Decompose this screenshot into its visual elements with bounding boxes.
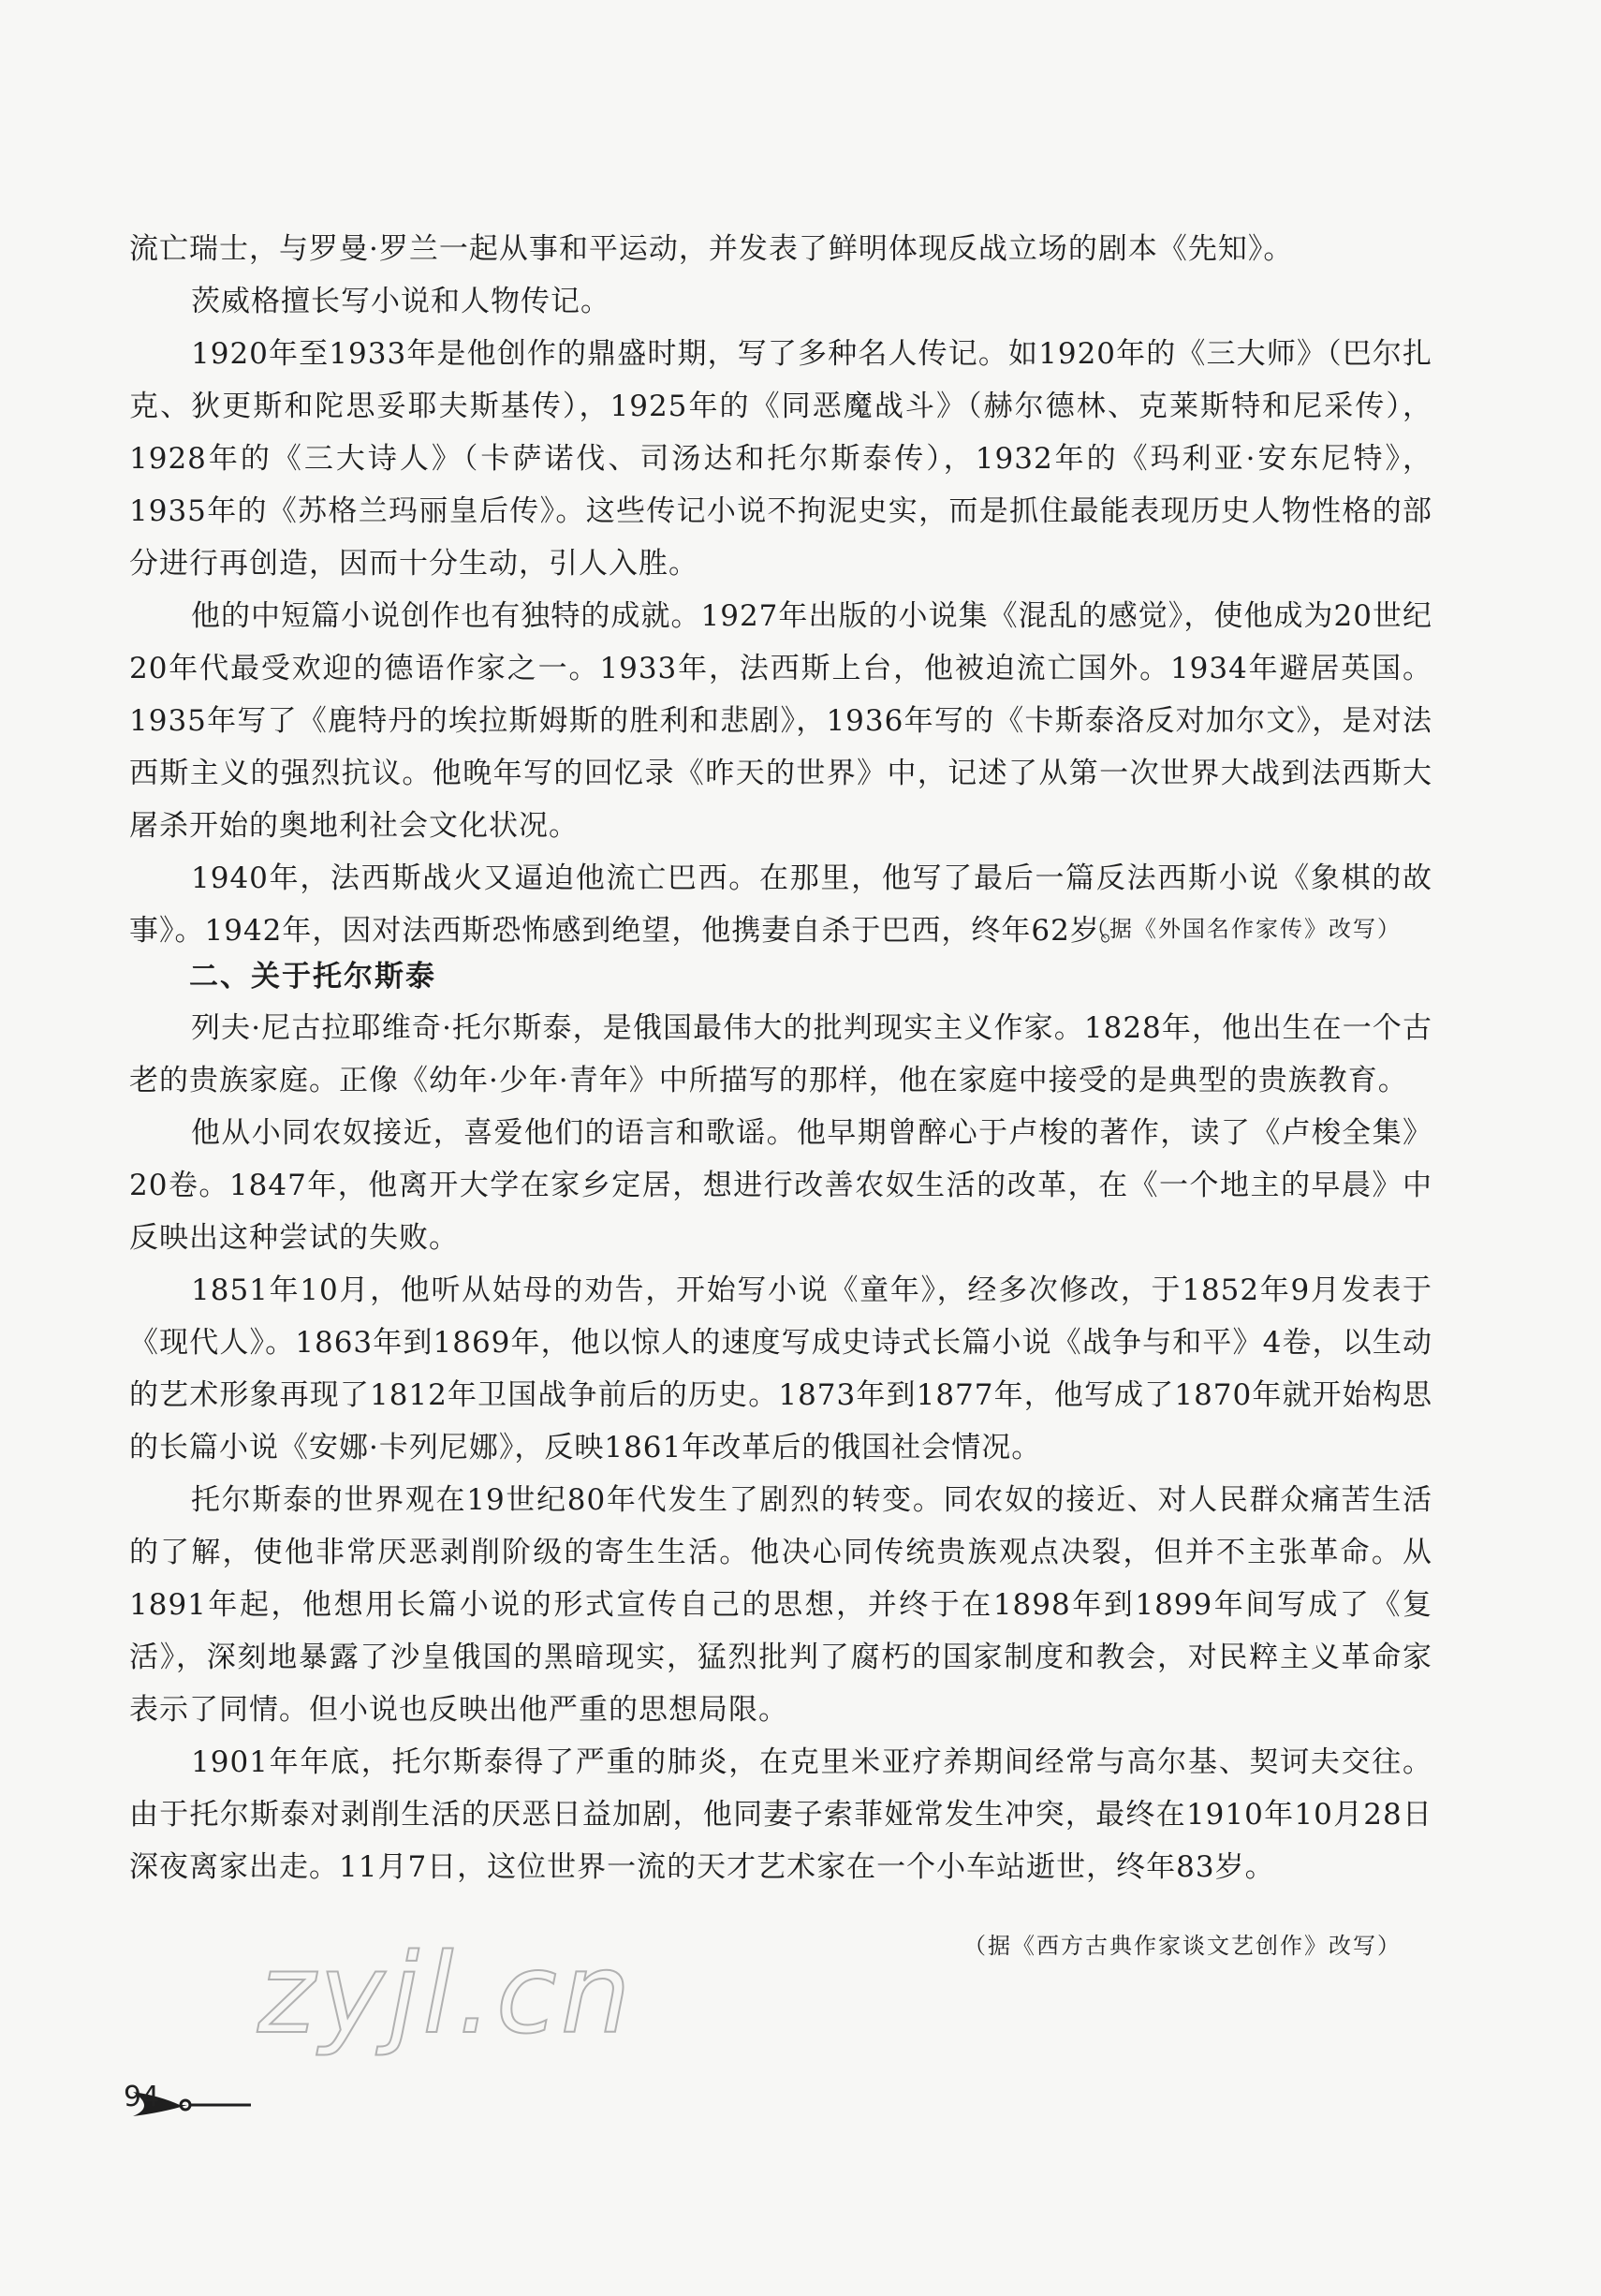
source-citation: （据《外国名作家传》改写） [1085,916,1402,942]
paragraph: 1851年10月，他听从姑母的劝告，开始写小说《童年》，经多次修改，于1852年9月发表于《现代人》。1863年到1869年，他以惊人的速度写成史诗式长篇小说《战争与和平》4卷，以生动的艺术形象再现了1812年卫国战争前后的历史。1873年到1877年，他写成了1870年就开始构思的长篇小说《安娜·卡列尼娜》，反映1861年改革后的俄国社会情况。 [129,1273,1432,1464]
source-citation: （据《西方古典作家谈文艺创作》改写） [963,1933,1402,1959]
paragraph: 1901年年底，托尔斯泰得了严重的肺炎，在克里米亚疗养期间经常与高尔基、契诃夫交往。由于托尔斯泰对剥削生活的厌恶日益加剧，他同妻子索菲娅常发生冲突，最终在1910年10月28日深夜离家出走。11月7日，这位世界一流的天才艺术家在一个小车站逝世，终年83岁。 [129,1745,1432,1884]
paragraph: 他从小同农奴接近，喜爱他们的语言和歌谣。他早期曾醉心于卢梭的著作，读了《卢梭全集》20卷。1847年，他离开大学在家乡定居，想进行改善农奴生活的改革，在《一个地主的早晨》中反映出这种尝试的失败。 [129,1116,1432,1255]
section-1-body [129,223,1432,957]
paragraph: 托尔斯泰的世界观在19世纪80年代发生了剧烈的转变。同农奴的接近、对人民群众痛苦生活的了解，使他非常厌恶剥削阶级的寄生生活。他决心同传统贵族观点决裂，但并不主张革命。从1891年起，他想用长篇小说的形式宣传自己的思想，并终于在1898年到1899年间写成了《复活》，深刻地暴露了沙皇俄国的黑暗现实，猛烈批判了腐朽的国家制度和教会，对民粹主义革命家表示了同情。但小说也反映出他严重的思想局限。 [129,1483,1432,1727]
section-heading: 二、关于托尔斯泰 [189,960,436,993]
watermark: zyjl.cn [257,1929,635,2058]
paragraph: 茨威格擅长写小说和人物传记。 [191,285,610,318]
paragraph: 1940年，法西斯战火又逼迫他流亡巴西。在那里，他写了最后一篇反法西斯小说《象棋的故事》。1942年，因对法西斯恐怖感到绝望，他携妻自杀于巴西，终年62岁。 [129,861,1432,948]
section-2-body [129,1002,1432,1893]
paragraph: 1920年至1933年是他创作的鼎盛时期，写了多种名人传记。如1920年的《三大师》（巴尔扎克、狄更斯和陀思妥耶夫斯基传），1925年的《同恶魔战斗》（赫尔德林、克莱斯特和尼采传），1928年的《三大诗人》（卡萨诺伐、司汤达和托尔斯泰传），1932年的《玛利亚·安东尼特》，1935年的《苏格兰玛丽皇后传》。这些传记小说不拘泥史实，而是抓住最能表现历史人物性格的部分进行再创造，因而十分生动，引人入胜。 [129,337,1432,581]
paragraph: 列夫·尼古拉耶维奇·托尔斯泰，是俄国最伟大的批判现实主义作家。1828年，他出生在一个古老的贵族家庭。正像《幼年·少年·青年》中所描写的那样，他在家庭中接受的是典型的贵族教育。 [129,1011,1432,1097]
paragraph: 流亡瑞士，与罗曼·罗兰一起从事和平运动，并发表了鲜明体现反战立场的剧本《先知》。 [129,232,1294,266]
paragraph: 他的中短篇小说创作也有独特的成就。1927年出版的小说集《混乱的感觉》，使他成为20世纪20年代最受欢迎的德语作家之一。1933年，法西斯上台，他被迫流亡国外。1934年避居英国。1935年写了《鹿特丹的埃拉斯姆斯的胜利和悲剧》，1936年写的《卡斯泰洛反对加尔文》，是对法西斯主义的强烈抗议。他晚年写的回忆录《昨天的世界》中，记述了从第一次世界大战到法西斯大屠杀开始的奥地利社会文化状况。 [129,599,1432,843]
page-number: 94 [124,2081,160,2113]
